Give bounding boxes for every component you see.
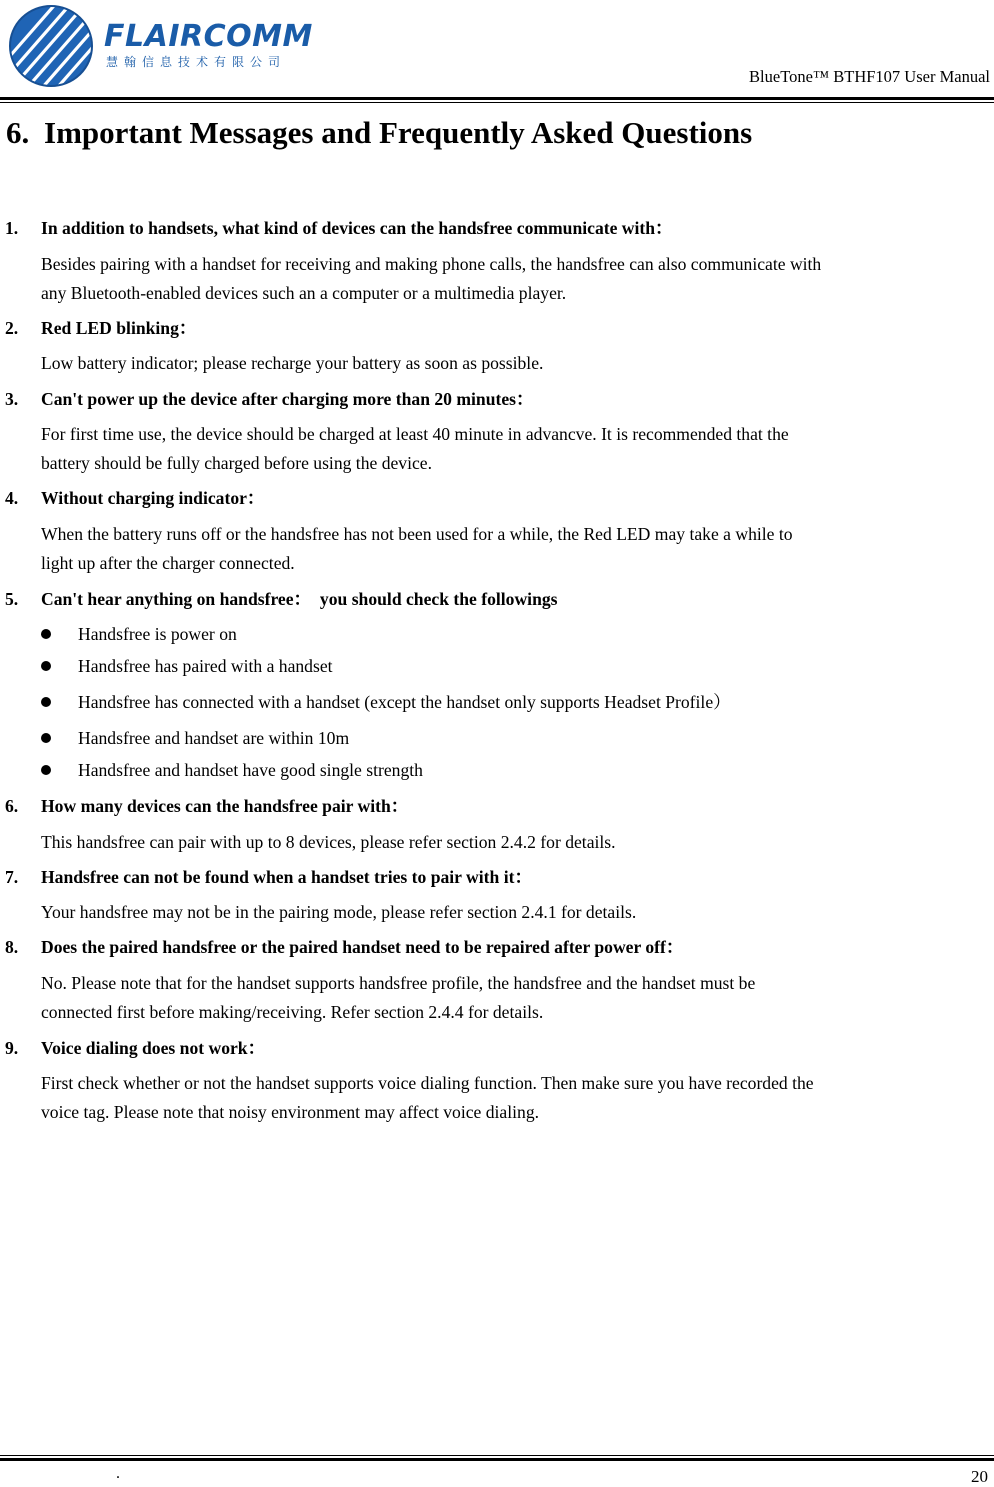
faq-question: Can't power up the device after charging more than 20 minutes： bbox=[41, 389, 534, 409]
faq-question: Can't hear anything on handsfree： you should check the followings bbox=[41, 589, 558, 609]
faq-answer-line: Low battery indicator; please recharge your battery as soon as possible. bbox=[41, 353, 544, 373]
faq-answer-line: connected first before making/receiving. Refer section 2.4.4 for details. bbox=[41, 1002, 544, 1022]
footer-rule bbox=[0, 1458, 994, 1461]
header-rule bbox=[0, 97, 994, 100]
faq-question: Voice dialing does not work： bbox=[41, 1038, 266, 1058]
faq-question: Without charging indicator： bbox=[41, 488, 265, 508]
faq-number: 3. bbox=[5, 389, 19, 409]
header-rule-thin bbox=[0, 102, 994, 103]
company-logo bbox=[6, 2, 313, 90]
faq-answer-line: This handsfree can pair with up to 8 devices, please refer section 2.4.2 for details. bbox=[41, 832, 616, 852]
faq-question: Handsfree can not be found when a handset tries to pair with it： bbox=[41, 867, 533, 887]
faq-answer-line: Your handsfree may not be in the pairing mode, please refer section 2.4.1 for details. bbox=[41, 902, 637, 922]
faq-number: 9. bbox=[5, 1038, 19, 1058]
logo-subtitle: 慧翰信息技术有限公司 bbox=[106, 55, 287, 69]
faq-number: 2. bbox=[5, 318, 19, 338]
bullet-dot-icon bbox=[41, 629, 51, 639]
bullet-item: Handsfree and handset have good single strength bbox=[78, 760, 423, 780]
section-number: 6. bbox=[6, 115, 30, 150]
document-title: BlueTone™ BTHF107 User Manual bbox=[749, 67, 990, 86]
faq-answer-line: When the battery runs off or the handsfree has not been used for a while, the Red LED may take a while to bbox=[41, 524, 793, 544]
bullet-item: Handsfree has connected with a handset (except the handset only supports Headset Profile） bbox=[78, 692, 731, 712]
bullet-item: Handsfree has paired with a handset bbox=[78, 656, 333, 676]
bullet-dot-icon bbox=[41, 697, 51, 707]
faq-question: How many devices can the handsfree pair with： bbox=[41, 796, 409, 816]
bullet-item: Handsfree and handset are within 10m bbox=[78, 728, 350, 748]
faq-answer-line: any Bluetooth-enabled devices such an a computer or a multimedia player. bbox=[41, 283, 567, 303]
faq-question: Does the paired handsfree or the paired handset need to be repaired after power off： bbox=[41, 937, 684, 957]
faq-question: In addition to handsets, what kind of devices can the handsfree communicate with： bbox=[41, 218, 673, 238]
page-number: 20 bbox=[971, 1467, 988, 1486]
globe-logo-icon bbox=[6, 2, 96, 90]
faq-number: 7. bbox=[5, 867, 19, 887]
footer-mark: . bbox=[116, 1465, 120, 1482]
faq-number: 8. bbox=[5, 937, 19, 957]
bullet-dot-icon bbox=[41, 765, 51, 775]
section-title-text: Important Messages and Frequently Asked Questions bbox=[44, 115, 753, 150]
faq-answer-line: First check whether or not the handset supports voice dialing function. Then make sure you have recorded the bbox=[41, 1073, 814, 1093]
page-header bbox=[0, 0, 994, 106]
faq-question: Red LED blinking： bbox=[41, 318, 197, 338]
faq-answer-line: light up after the charger connected. bbox=[41, 553, 295, 573]
faq-answer-line: voice tag. Please note that noisy environment may affect voice dialing. bbox=[41, 1102, 540, 1122]
faq-answer-line: battery should be fully charged before using the device. bbox=[41, 453, 433, 473]
logo-wordmark: FLAIRCOMM bbox=[104, 19, 313, 54]
faq-answer-line: Besides pairing with a handset for receiving and making phone calls, the handsfree can also communicate with bbox=[41, 254, 822, 274]
faq-number: 4. bbox=[5, 488, 19, 508]
section-heading bbox=[6, 113, 752, 153]
faq-answer-line: No. Please note that for the handset supports handsfree profile, the handsfree and the handset must be bbox=[41, 973, 756, 993]
faq-answer-line: For first time use, the device should be charged at least 40 minute in advancve. It is recommended that the bbox=[41, 424, 789, 444]
bullet-item: Handsfree is power on bbox=[78, 624, 237, 644]
faq-number: 6. bbox=[5, 796, 19, 816]
footer-rule-thin bbox=[0, 1455, 994, 1456]
faq-number: 5. bbox=[5, 589, 19, 609]
bullet-dot-icon bbox=[41, 733, 51, 743]
bullet-dot-icon bbox=[41, 661, 51, 671]
faq-number: 1. bbox=[5, 218, 19, 238]
